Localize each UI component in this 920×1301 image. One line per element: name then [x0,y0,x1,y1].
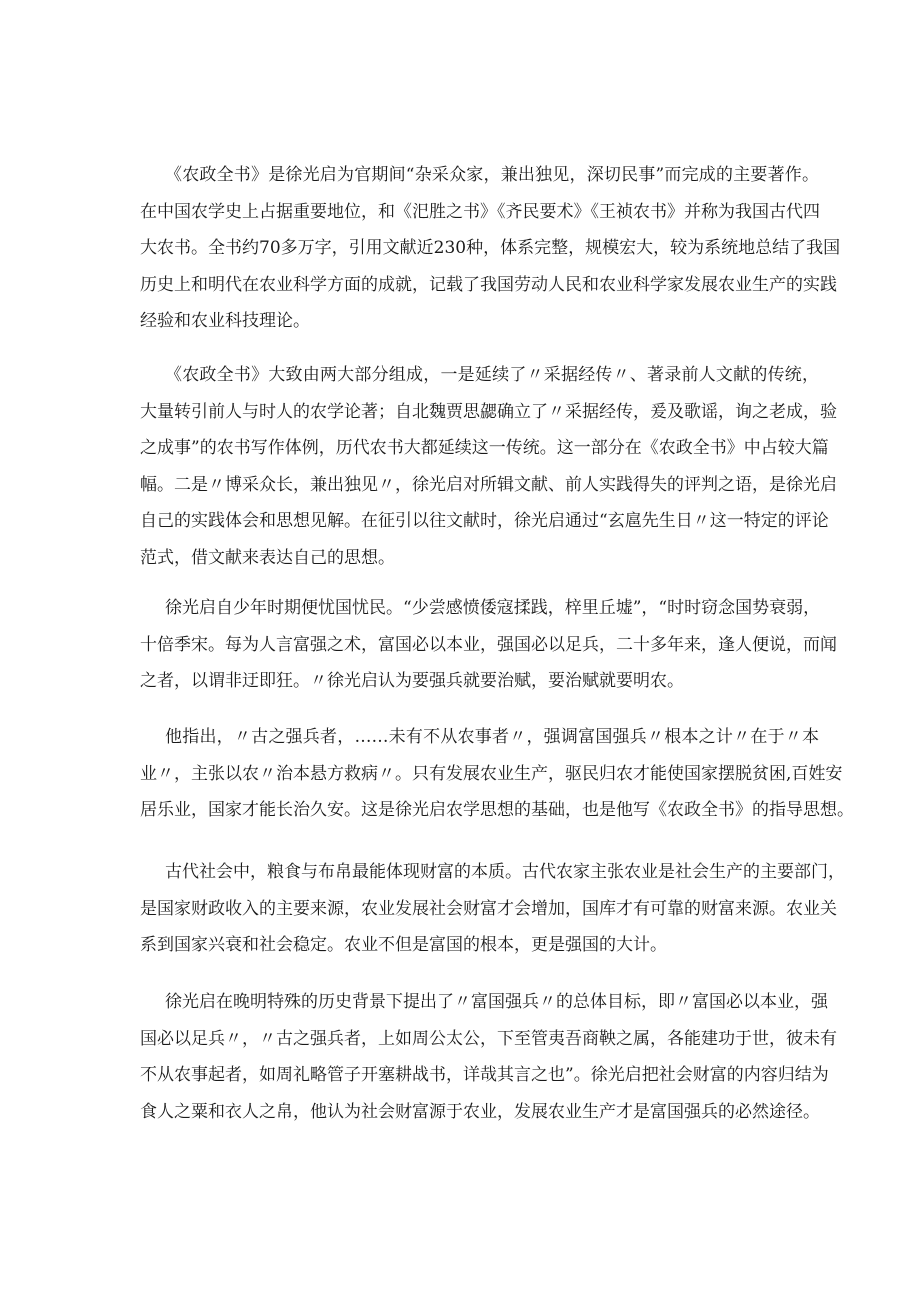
text-line: 《农政全书》大致由两大部分组成，一是延续了〃采据经传〃、著录前人文献的传统， [165,365,819,385]
text-line: 系到国家兴衰和社会稳定。农业不但是富国的根本，更是强国的大计。 [140,935,667,955]
text-line: 自己的实践体会和思想见解。在征引以往文献时，徐光启通过“玄扈先生日〃这一特定的评论 [140,511,829,531]
text-line: 居乐业，国家才能长治久安。这是徐光启农学思想的基础，也是他写《农政全书》的指导思想。 [140,800,854,820]
text-line: 范式，借文献来表达自己的思想。 [140,547,395,568]
text-line: 大农书。全书约70多万字，引用文献近230种，体系完整，规模宏大，较为系统地总结了我国 [140,238,841,258]
text-line: 之者，以谓非迂即狂。〃徐光启认为要强兵就要治赋，要治赋就要明农。 [140,671,684,691]
text-line: 不从农事起者，如周礼略管子开塞耕战书，详哉其言之也”。徐光启把社会财富的内容归结为 [140,1065,829,1085]
text-line: 是国家财政收入的主要来源，农业发展社会财富才会增加，国库才有可靠的财富来源。农业关 [140,898,837,919]
text-line: 《农政全书》是徐光启为官期间“杂采众家，兼出独见，深切民事”而完成的主要著作。 [165,165,819,185]
text-line: 历史上和明代在农业科学方面的成就，记载了我国劳动人民和农业科学家发展农业生产的实践 [140,274,837,295]
text-line: 徐光启在晚明特殊的历史背景下提出了〃富国强兵〃的总体目标，即〃富国必以本业，强 [165,992,828,1012]
text-line: 大量转引前人与时人的农学论著；自北魏贾思勰确立了〃采据经传，爰及歌谣，询之老成，验 [140,401,837,422]
text-line: 十倍季宋。每为人言富强之术，富国必以本业，强国必以足兵，二十多年来，逢人便说，而闻 [140,634,837,655]
text-line: 他指出，〃古之强兵者，……未有不从农事者〃，强调富国强兵〃根本之计〃在于〃本 [165,727,819,747]
paragraph-6 [140,984,837,1130]
paragraph-4 [140,719,854,829]
paragraph-5 [140,854,845,964]
text-line: 国必以足兵〃，〃古之强兵者，上如周公太公，下至管夷吾商鞅之属，各能建功于世，彼未有 [140,1028,837,1049]
text-line: 幅。二是〃博采众长，兼出独见〃，徐光启对所辑文献、前人实践得失的评判之语，是徐光启 [140,474,837,495]
text-line: 徐光启自少年时期便忧国忧民。“少尝感愤倭寇揉践，梓里丘墟”，“时时窃念国势衰弱， [165,598,821,618]
paragraph-1 [140,157,841,340]
paragraph-3 [140,590,837,700]
text-line: 业〃，主张以农〃治本悬方救病〃。只有发展农业生产，驱民归农才能使国家摆脱贫困,百姓安 [140,763,843,784]
text-line: 在中国农学史上占据重要地位，和《汜胜之书》《齐民要术》《王祯农书》并称为我国古代四 [140,201,820,222]
text-line: 经验和农业科技理论。 [140,311,310,331]
paragraph-2 [140,357,837,576]
text-line: 古代社会中，粮食与布帛最能体现财富的本质。古代农家主张农业是社会生产的主要部门， [165,862,845,882]
text-line: 之成事”的农书写作体例，历代农书大都延续这一传统。这一部分在《农政全书》中占较大篇 [140,438,829,458]
text-line: 食人之粟和衣人之帛，他认为社会财富源于农业，发展农业生产才是富国强兵的必然途径。 [140,1101,820,1122]
